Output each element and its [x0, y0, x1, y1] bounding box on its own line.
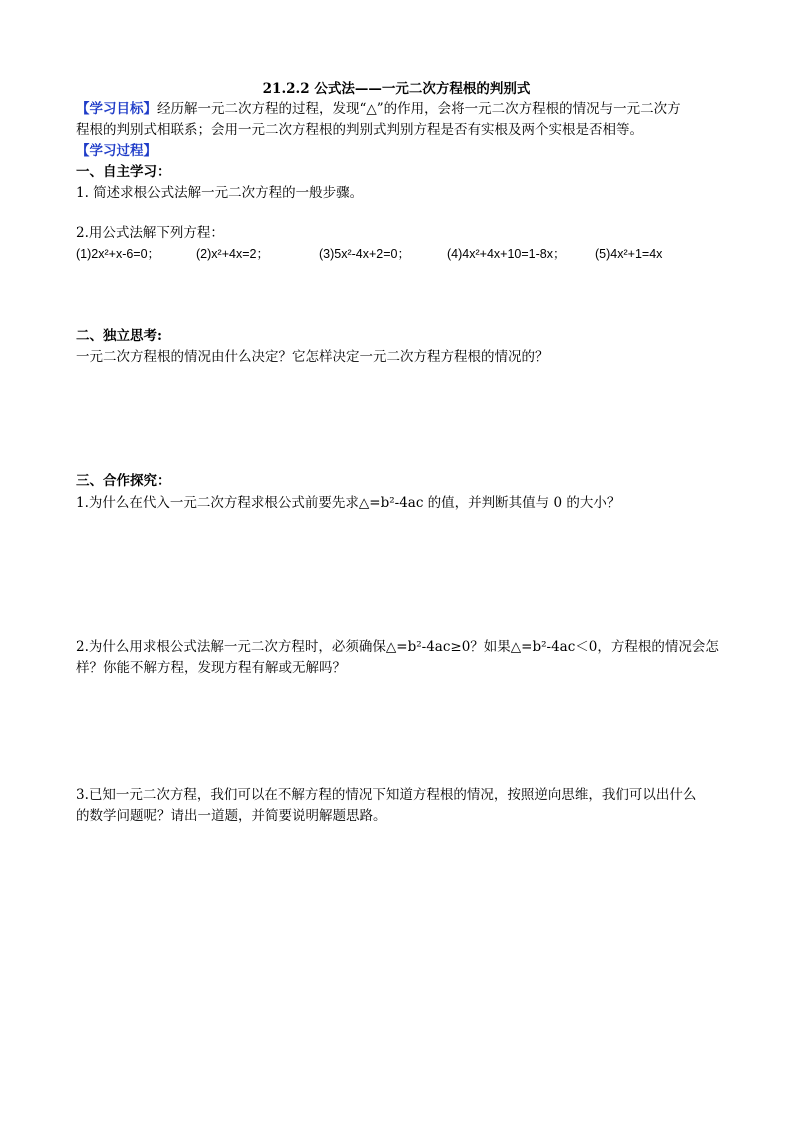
section1-question-2: 2.用公式法解下列方程：	[76, 225, 224, 241]
section1-question-1: 1. 简述求根公式法解一元二次方程的一般步骤。	[76, 185, 364, 201]
section1-heading: 一、自主学习：	[76, 164, 171, 180]
page-title: 21.2.2 公式法——一元二次方程根的判别式	[262, 81, 531, 97]
objective-text-2: 程根的判别式相联系；会用一元二次方程根的判别式判别方程是否有实根及两个实根是否相等。	[76, 122, 643, 138]
section3-question-2-line-1: 2.为什么用求根公式法解一元二次方程时，必须确保△=b²-4ac≥0？如果△=b²-4ac＜0，方程根的情况会怎	[76, 639, 719, 655]
objective-text-1: 经历解一元二次方程的过程，发现“△”的作用，会将一元二次方程根的情况与一元二次方	[157, 101, 681, 117]
equation-4: (4)4x²+4x+10=1-8x；	[447, 247, 566, 261]
section3-heading: 三、合作探究：	[76, 473, 171, 489]
equation-1: (1)2x²+x-6=0；	[76, 247, 161, 261]
section3-question-3-line-1: 3.已知一元二次方程，我们可以在不解方程的情况下知道方程根的情况，按照逆向思维，我们可以出什么	[76, 787, 697, 803]
section2-text: 一元二次方程根的情况由什么决定？它怎样决定一元二次方程方程根的情况的？	[76, 349, 549, 365]
section3-question-2-line-2: 样？你能不解方程，发现方程有解或无解吗？	[76, 660, 346, 676]
section3-question-1: 1.为什么在代入一元二次方程求根公式前要先求△=b²-4ac 的值，并判断其值与 0 的大小？	[76, 495, 621, 511]
process-label: 【学习过程】	[76, 143, 157, 159]
objective-line-1	[76, 98, 726, 120]
section3-question-3-line-2: 的数学问题呢？请出一道题，并简要说明解题思路。	[76, 808, 387, 824]
equation-list	[76, 243, 726, 265]
objective-label: 【学习目标】	[76, 101, 157, 117]
equation-2: (2)x²+4x=2；	[196, 247, 269, 261]
section2-heading: 二、独立思考:	[76, 328, 162, 344]
equation-5: (5)4x²+1=4x	[595, 247, 663, 261]
equation-3: (3)5x²-4x+2=0；	[319, 247, 411, 261]
